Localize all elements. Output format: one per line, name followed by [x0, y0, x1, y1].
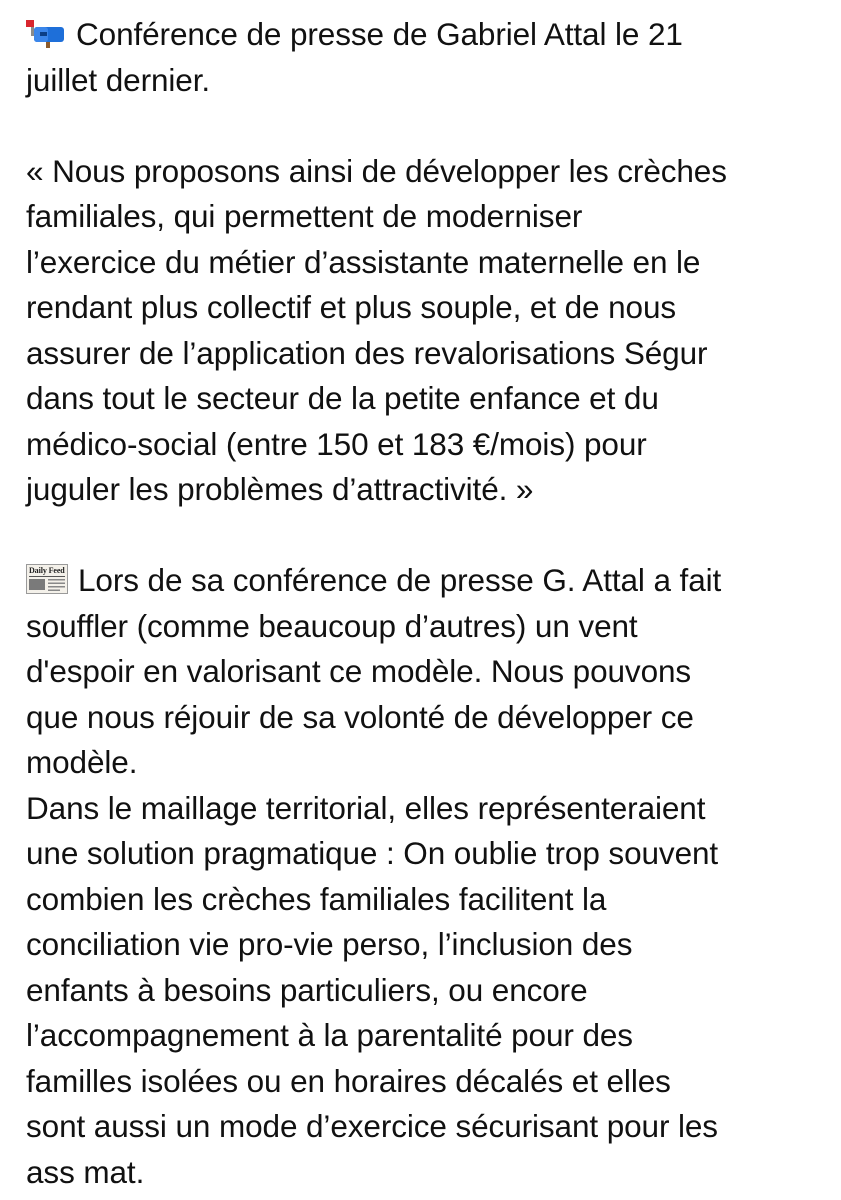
comment-line: souffler (comme beaucoup d’autres) un vent: [26, 607, 638, 644]
comment-line: enfants à besoins particuliers, ou encore: [26, 971, 588, 1008]
comment-line: une solution pragmatique : On oublie trop souvent: [26, 835, 719, 871]
comment-line: l’accompagnement à la parentalité pour des: [26, 1017, 633, 1053]
newspaper-icon: [26, 564, 68, 594]
quote-line: médico-social (entre 150 et 183 €/mois) pour: [26, 425, 647, 462]
paragraph-spacer: [26, 103, 826, 149]
quote-line: « Nous proposons ainsi de développer les crèches: [26, 152, 727, 189]
comment-line: familles isolées ou en horaires décalés et elles: [26, 1062, 671, 1099]
heading-line: [26, 12, 826, 58]
comment-line: [26, 558, 826, 604]
comment-line: Dans le maillage territorial, elles représenteraient: [26, 789, 706, 826]
comment-line: combien les crèches familiales facilitent la: [26, 880, 607, 917]
comment-line: que nous réjouir de sa volonté de développer ce: [26, 698, 694, 735]
heading-line: juillet dernier.: [26, 61, 211, 98]
comment-line: conciliation vie pro-vie perso, l’inclusion des: [26, 926, 633, 962]
quote-line: juguler les problèmes d’attractivité. »: [26, 471, 534, 507]
comment-text-1: Lors de sa conférence de presse G. Attal a fait: [78, 562, 722, 598]
comment-line: modèle.: [26, 744, 138, 780]
comment-line: ass mat.: [26, 1153, 145, 1190]
quote-line: familiales, qui permettent de moderniser: [26, 198, 583, 234]
post-body: [26, 12, 826, 1195]
quote-line: rendant plus collectif et plus souple, et de nous: [26, 289, 677, 325]
comment-line: d'espoir en valorisant ce modèle. Nous pouvons: [26, 653, 692, 689]
newspaper-icon-text: Daily Feed: [29, 566, 65, 575]
paragraph-spacer: [26, 513, 826, 559]
heading-text-1: Conférence de presse de Gabriel Attal le 21: [76, 16, 683, 52]
comment-line: sont aussi un mode d’exercice sécurisant pour les: [26, 1108, 718, 1144]
mailbox-icon: [26, 16, 66, 48]
quote-line: l’exercice du métier d’assistante maternelle en le: [26, 243, 701, 280]
quote-line: assurer de l’application des revalorisations Ségur: [26, 334, 708, 371]
quote-line: dans tout le secteur de la petite enfance et du: [26, 380, 659, 416]
